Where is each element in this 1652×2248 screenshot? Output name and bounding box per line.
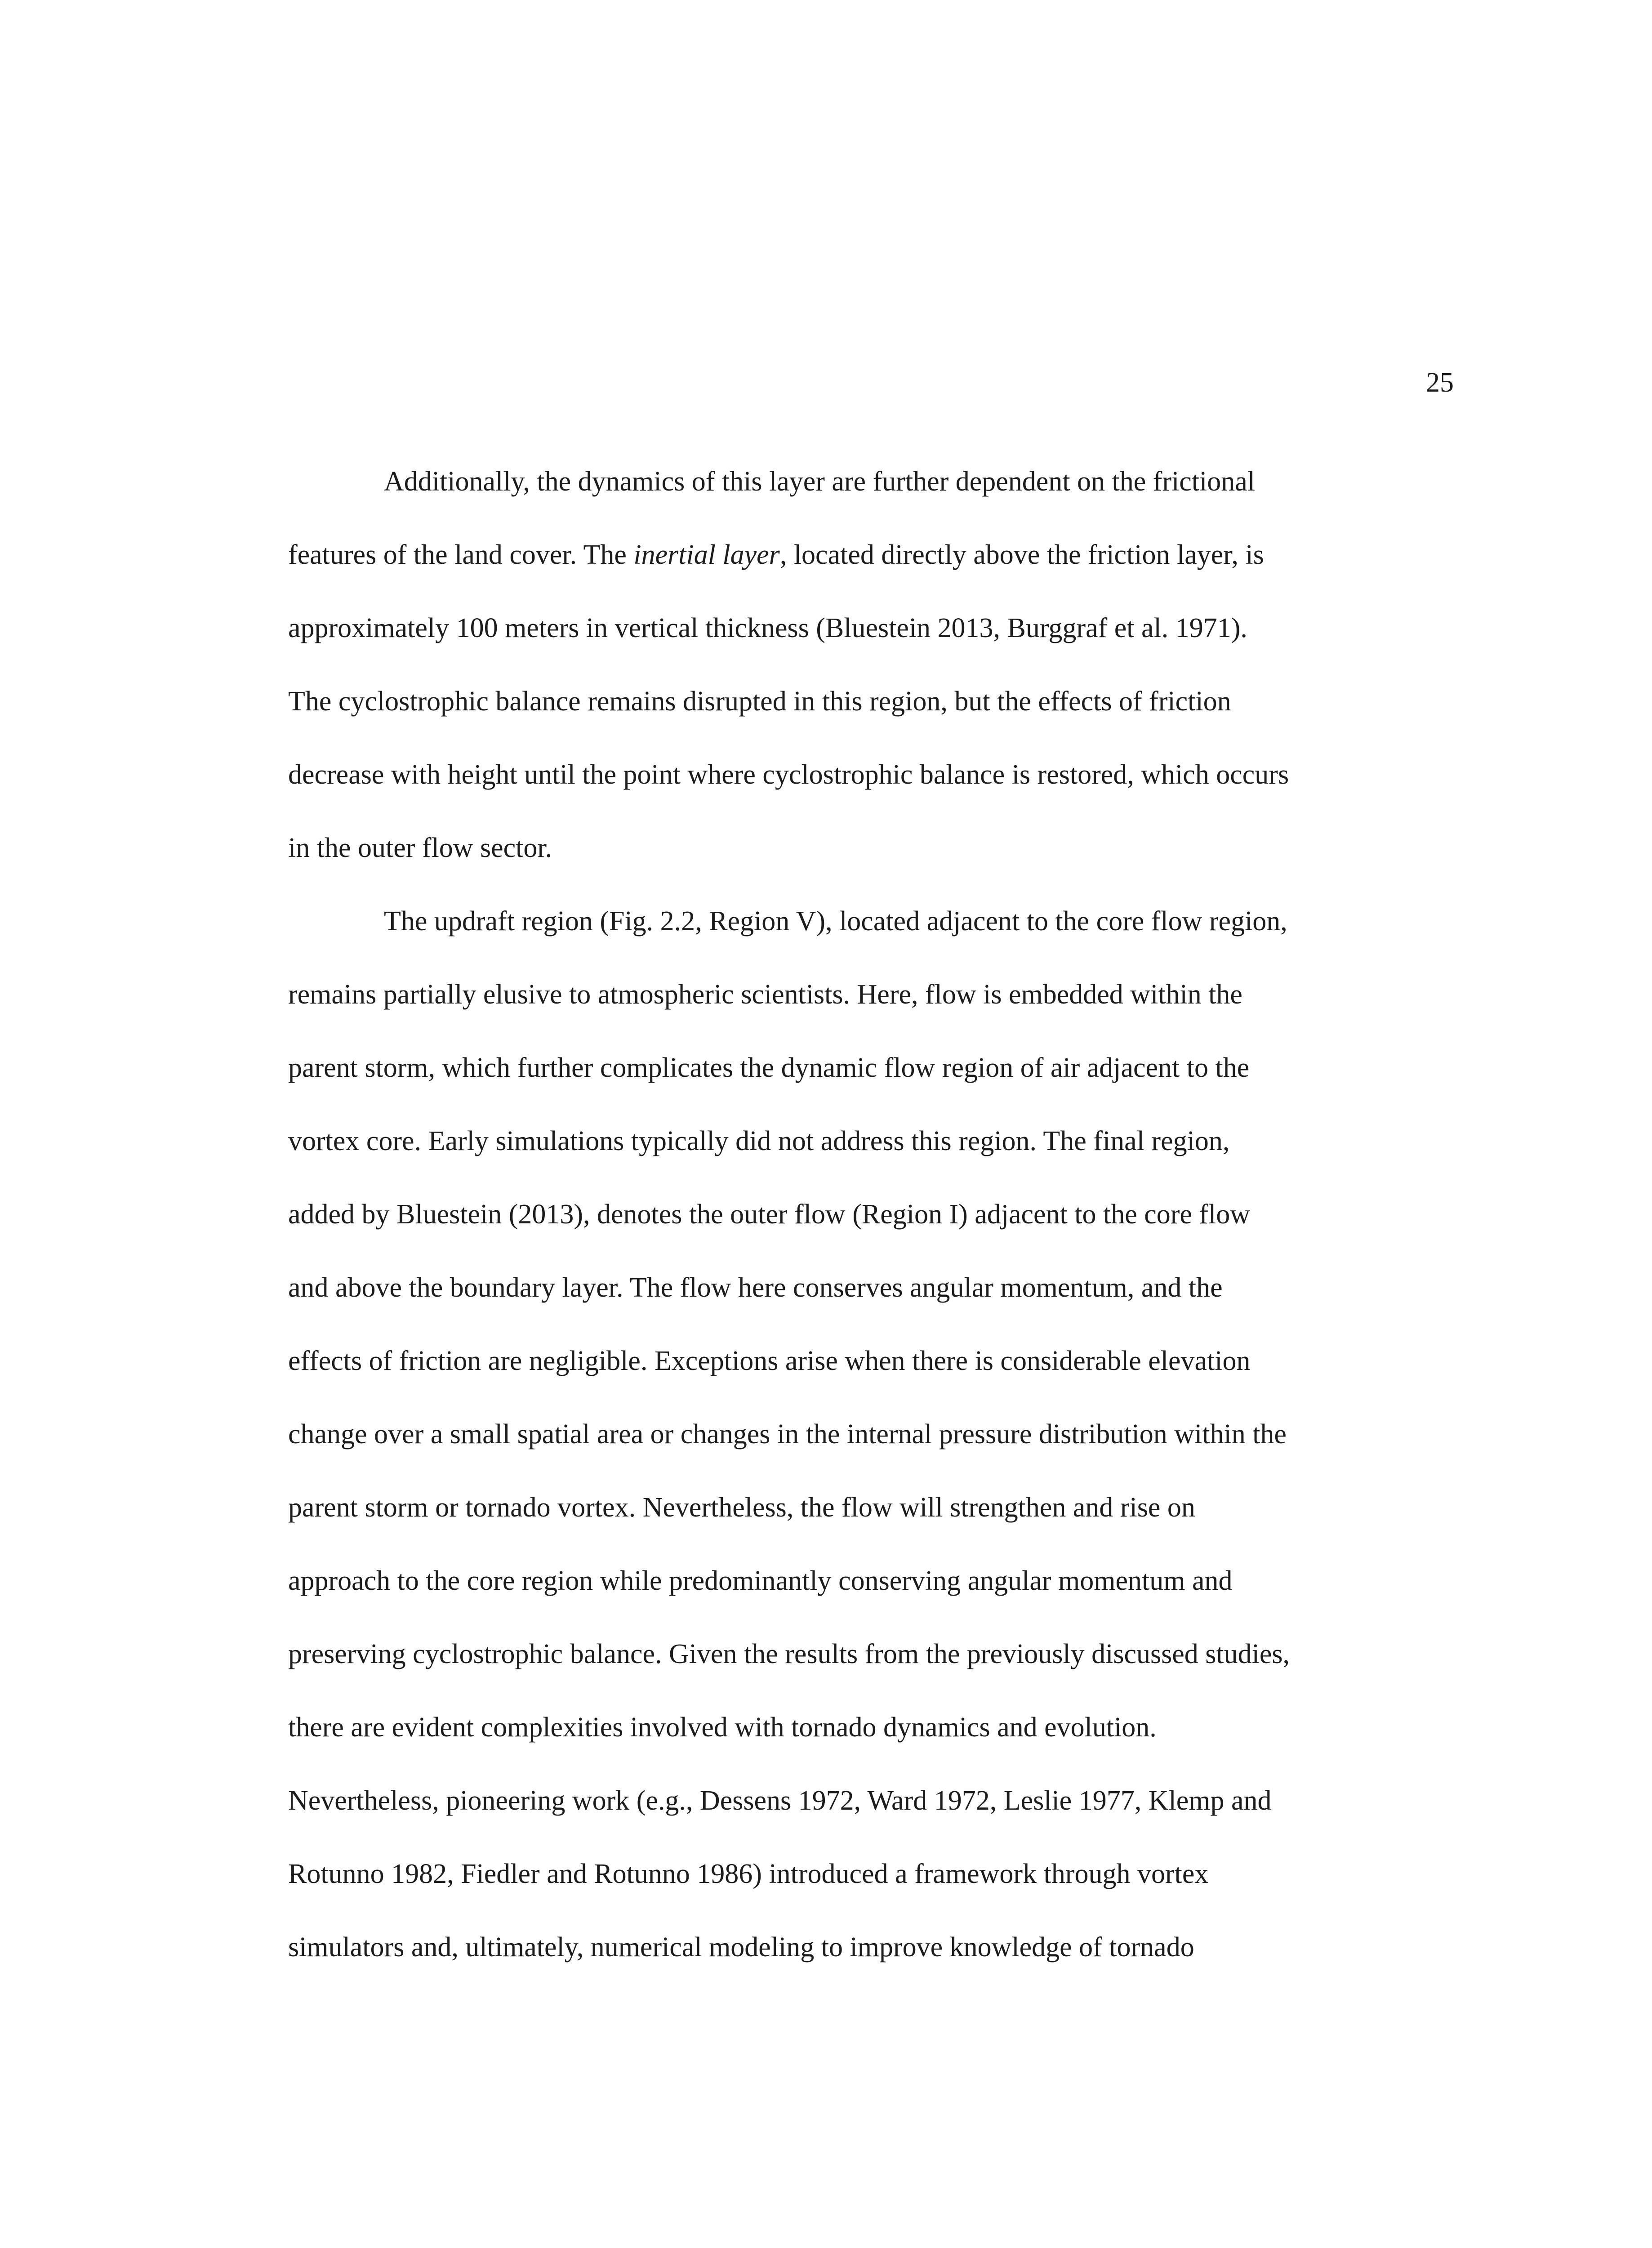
text-line: [288, 518, 1434, 592]
text-line: The cyclostrophic balance remains disrupted in this region, but the effects of friction: [288, 686, 1231, 717]
text-line: effects of friction are negligible. Exceptions arise when there is considerable elevation: [288, 1346, 1251, 1376]
text-segment: features of the land cover. The: [288, 540, 634, 570]
text-line: approach to the core region while predominantly conserving angular momentum and: [288, 1566, 1233, 1596]
text-segment: , located directly above the friction layer, is: [779, 540, 1264, 570]
text-line: added by Bluestein (2013), denotes the outer flow (Region I) adjacent to the core flow: [288, 1199, 1251, 1230]
text-line: Rotunno 1982, Fiedler and Rotunno 1986) introduced a framework through vortex: [288, 1859, 1209, 1889]
page-number: 25: [1426, 367, 1454, 398]
text-line: remains partially elusive to atmospheric scientists. Here, flow is embedded within the: [288, 979, 1242, 1010]
text-line: parent storm or tornado vortex. Nevertheless, the flow will strengthen and rise on: [288, 1492, 1195, 1523]
text-line: decrease with height until the point where cyclostrophic balance is restored, which occurs: [288, 759, 1289, 790]
text-line: approximately 100 meters in vertical thickness (Bluestein 2013, Burggraf et al. 1971).: [288, 613, 1247, 643]
text-line: simulators and, ultimately, numerical modeling to improve knowledge of tornado: [288, 1932, 1194, 1963]
text-line: there are evident complexities involved with tornado dynamics and evolution.: [288, 1712, 1157, 1743]
text-line: vortex core. Early simulations typically did not address this region. The final region,: [288, 1126, 1230, 1156]
text-line: preserving cyclostrophic balance. Given the results from the previously discussed studies,: [288, 1639, 1290, 1669]
text-line: and above the boundary layer. The flow here conserves angular momentum, and the: [288, 1272, 1223, 1303]
text-line: Additionally, the dynamics of this layer are further dependent on the frictional: [384, 466, 1256, 497]
body-text: [288, 445, 1434, 1984]
text-line: Nevertheless, pioneering work (e.g., Dessens 1972, Ward 1972, Leslie 1977, Klemp and: [288, 1785, 1272, 1816]
text-line: change over a small spatial area or changes in the internal pressure distribution within the: [288, 1419, 1287, 1450]
text-line: parent storm, which further complicates the dynamic flow region of air adjacent to the: [288, 1053, 1250, 1083]
italic-term: inertial layer: [633, 540, 780, 570]
text-line: The updraft region (Fig. 2.2, Region V), located adjacent to the core flow region,: [384, 906, 1287, 937]
text-line: in the outer flow sector.: [288, 833, 552, 863]
